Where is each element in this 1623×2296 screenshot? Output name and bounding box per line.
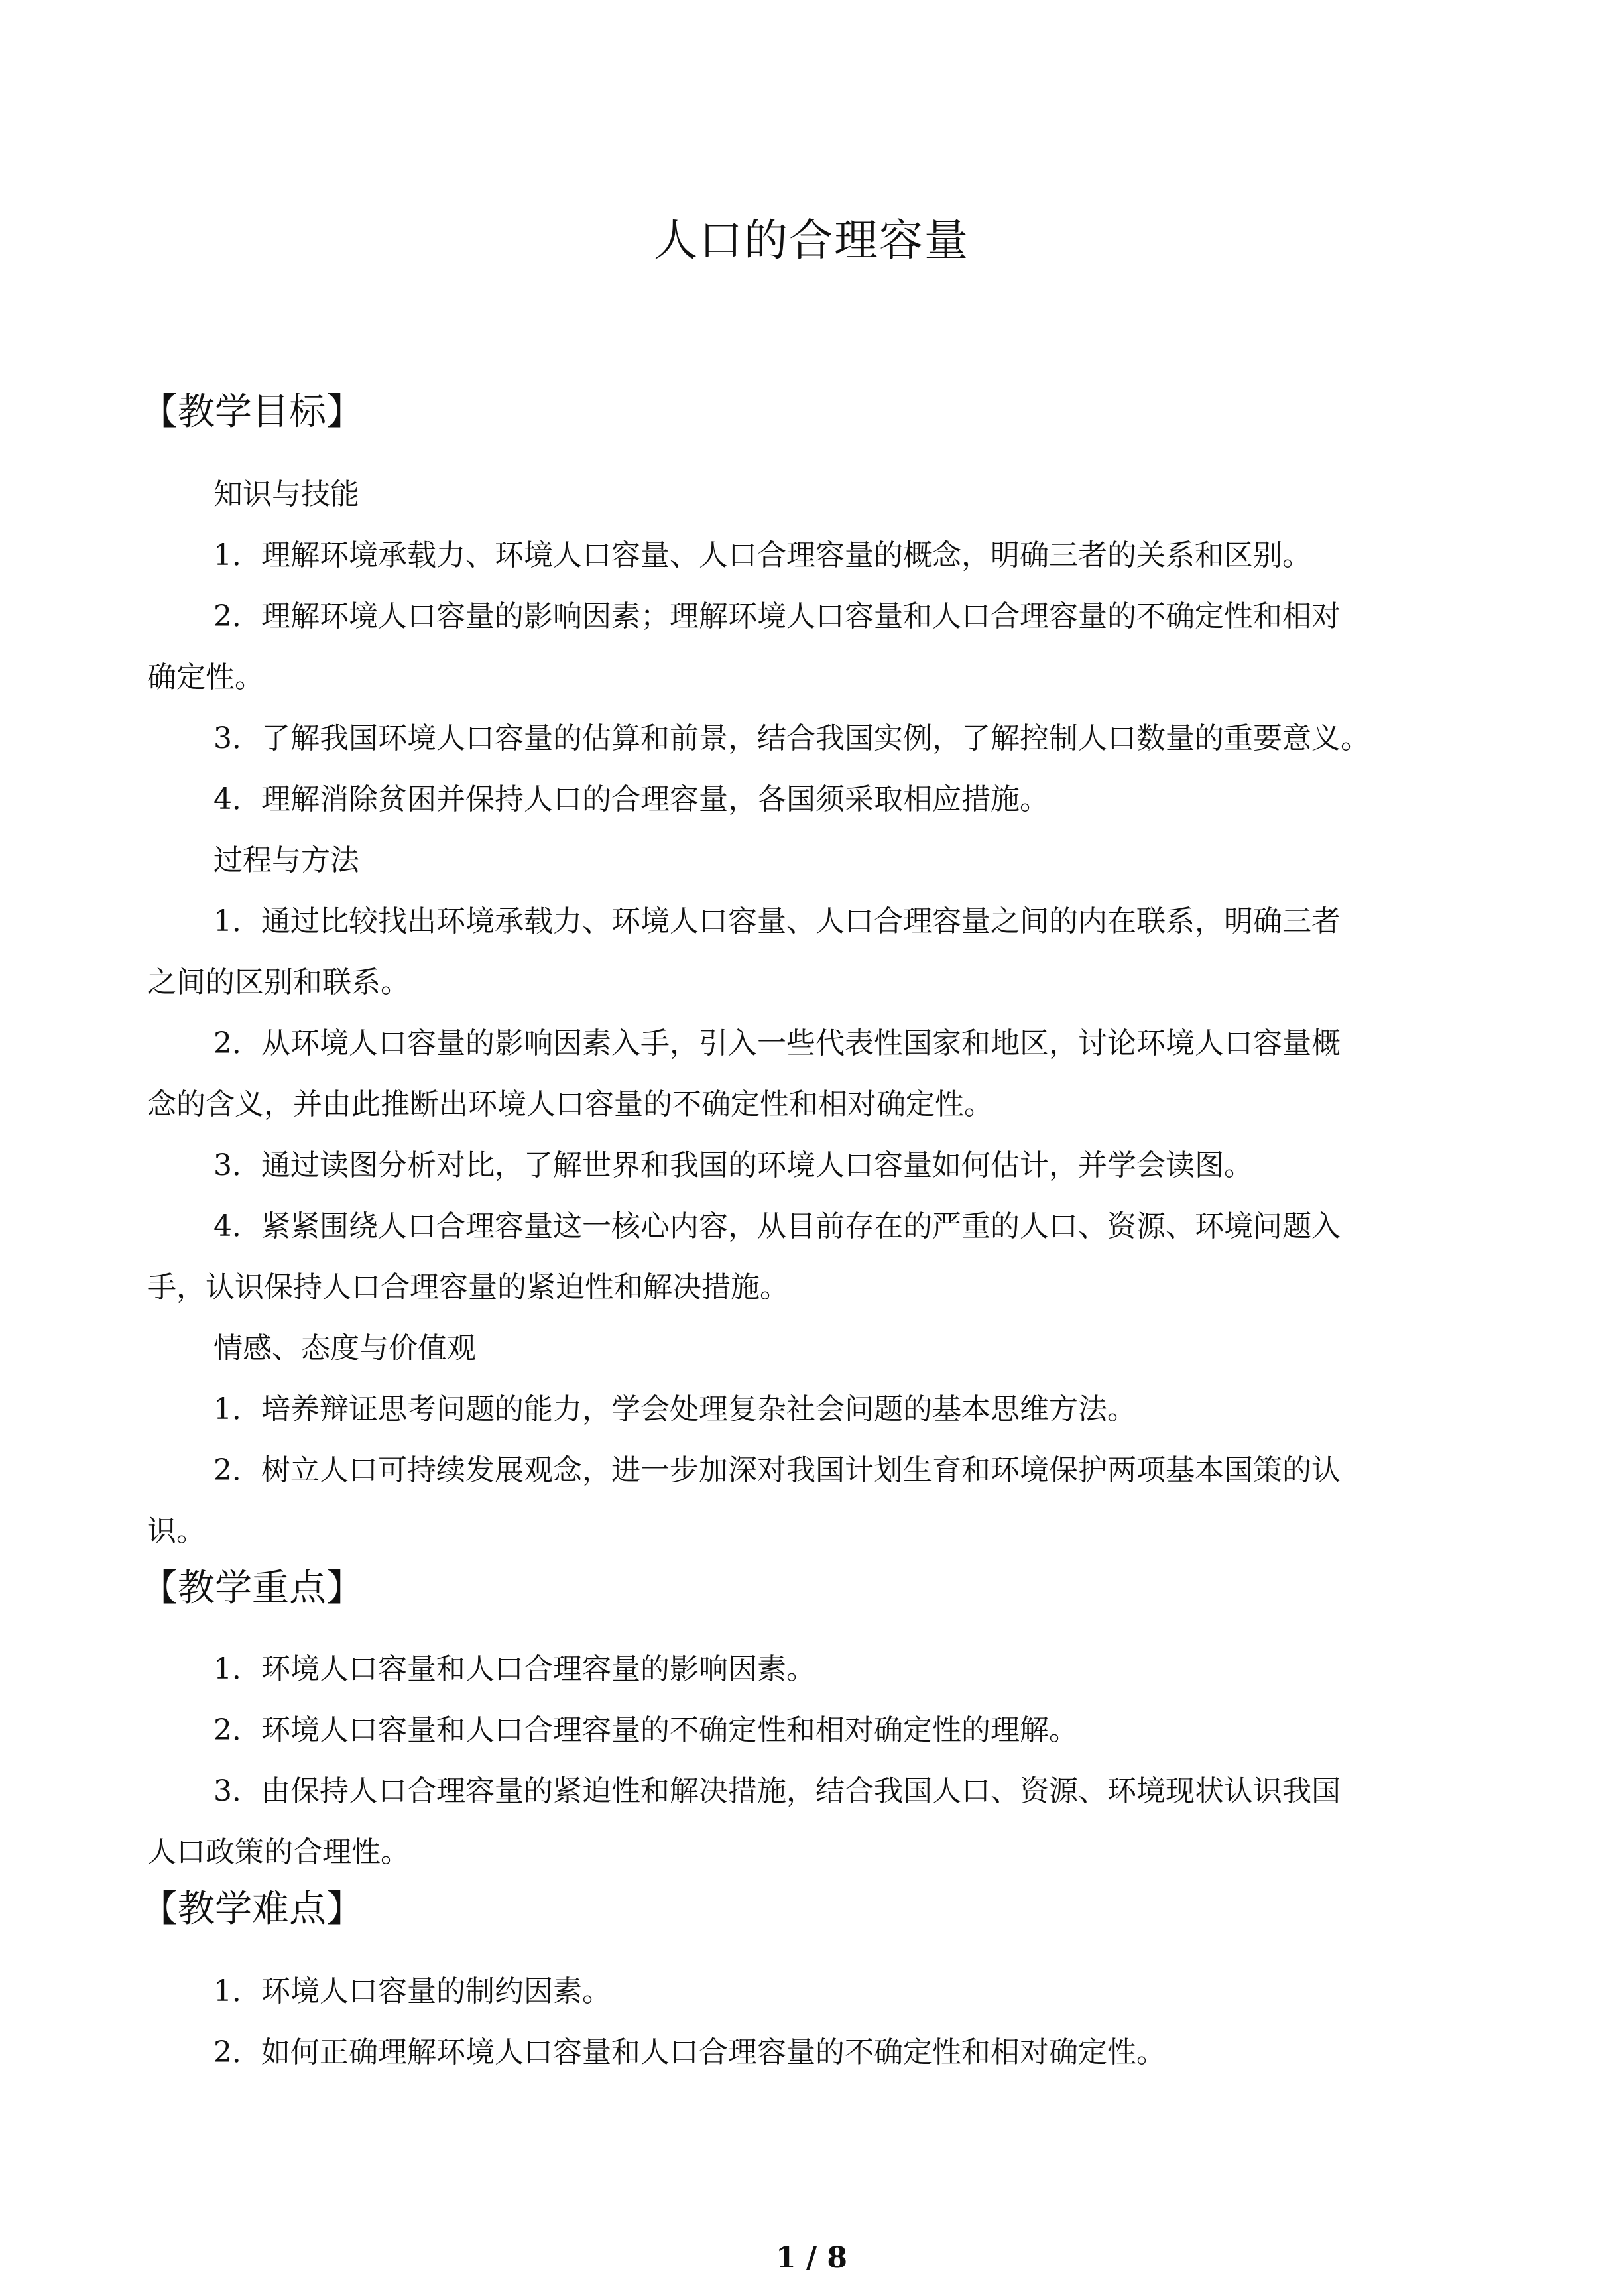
paragraph-line: 2．环境人口容量和人口合理容量的不确定性和相对确定性的理解。	[213, 1713, 1078, 1747]
paragraph-line: 2．树立人口可持续发展观念，进一步加深对我国计划生育和环境保护两项基本国策的认	[213, 1453, 1341, 1487]
paragraph-line: 2．从环境人口容量的影响因素入手，引入一些代表性国家和地区，讨论环境人口容量概	[213, 1026, 1341, 1060]
paragraph-line: 4．理解消除贫困并保持人口的合理容量，各国须采取相应措施。	[213, 782, 1049, 816]
paragraph-line: 1．培养辩证思考问题的能力，学会处理复杂社会问题的基本思维方法。	[213, 1392, 1136, 1426]
subsection-label-knowledge: 知识与技能	[213, 477, 359, 511]
paragraph-line: 1．通过比较找出环境承载力、环境人口容量、人口合理容量之间的内在联系，明确三者	[213, 904, 1341, 938]
paragraph-line: 确定性。	[147, 660, 264, 694]
paragraph-line: 识。	[147, 1514, 206, 1548]
paragraph-line: 2．理解环境人口容量的影响因素；理解环境人口容量和人口合理容量的不确定性和相对	[213, 599, 1341, 633]
section-heading-key-points: 【教学重点】	[141, 1567, 363, 1610]
paragraph-line: 4．紧紧围绕人口合理容量这一核心内容，从目前存在的严重的人口、资源、环境问题入	[213, 1209, 1341, 1243]
paragraph-line: 2．如何正确理解环境人口容量和人口合理容量的不确定性和相对确定性。	[213, 2035, 1166, 2069]
paragraph-line: 1．理解环境承载力、环境人口容量、人口合理容量的概念，明确三者的关系和区别。	[213, 538, 1311, 572]
paragraph-line: 3．由保持人口合理容量的紧迫性和解决措施，结合我国人口、资源、环境现状认识我国	[213, 1774, 1341, 1808]
paragraph-line: 念的含义，并由此推断出环境人口容量的不确定性和相对确定性。	[147, 1087, 993, 1121]
section-heading-difficulties: 【教学难点】	[141, 1888, 363, 1931]
subsection-label-emotion: 情感、态度与价值观	[213, 1331, 476, 1365]
subsection-label-process: 过程与方法	[213, 843, 359, 877]
paragraph-line: 3．了解我国环境人口容量的估算和前景，结合我国实例，了解控制人口数量的重要意义。	[213, 721, 1370, 755]
page-number: 1 / 8	[776, 2241, 847, 2275]
paragraph-line: 1．环境人口容量的制约因素。	[213, 1974, 611, 2008]
paragraph-line: 1．环境人口容量和人口合理容量的影响因素。	[213, 1652, 815, 1686]
section-heading-teaching-goals: 【教学目标】	[141, 391, 363, 434]
paragraph-line: 3．通过读图分析对比，了解世界和我国的环境人口容量如何估计，并学会读图。	[213, 1148, 1253, 1182]
paragraph-line: 手，认识保持人口合理容量的紧迫性和解决措施。	[147, 1270, 789, 1304]
paragraph-line: 之间的区别和联系。	[147, 965, 410, 999]
document-title: 人口的合理容量	[654, 215, 969, 266]
paragraph-line: 人口政策的合理性。	[147, 1835, 410, 1869]
